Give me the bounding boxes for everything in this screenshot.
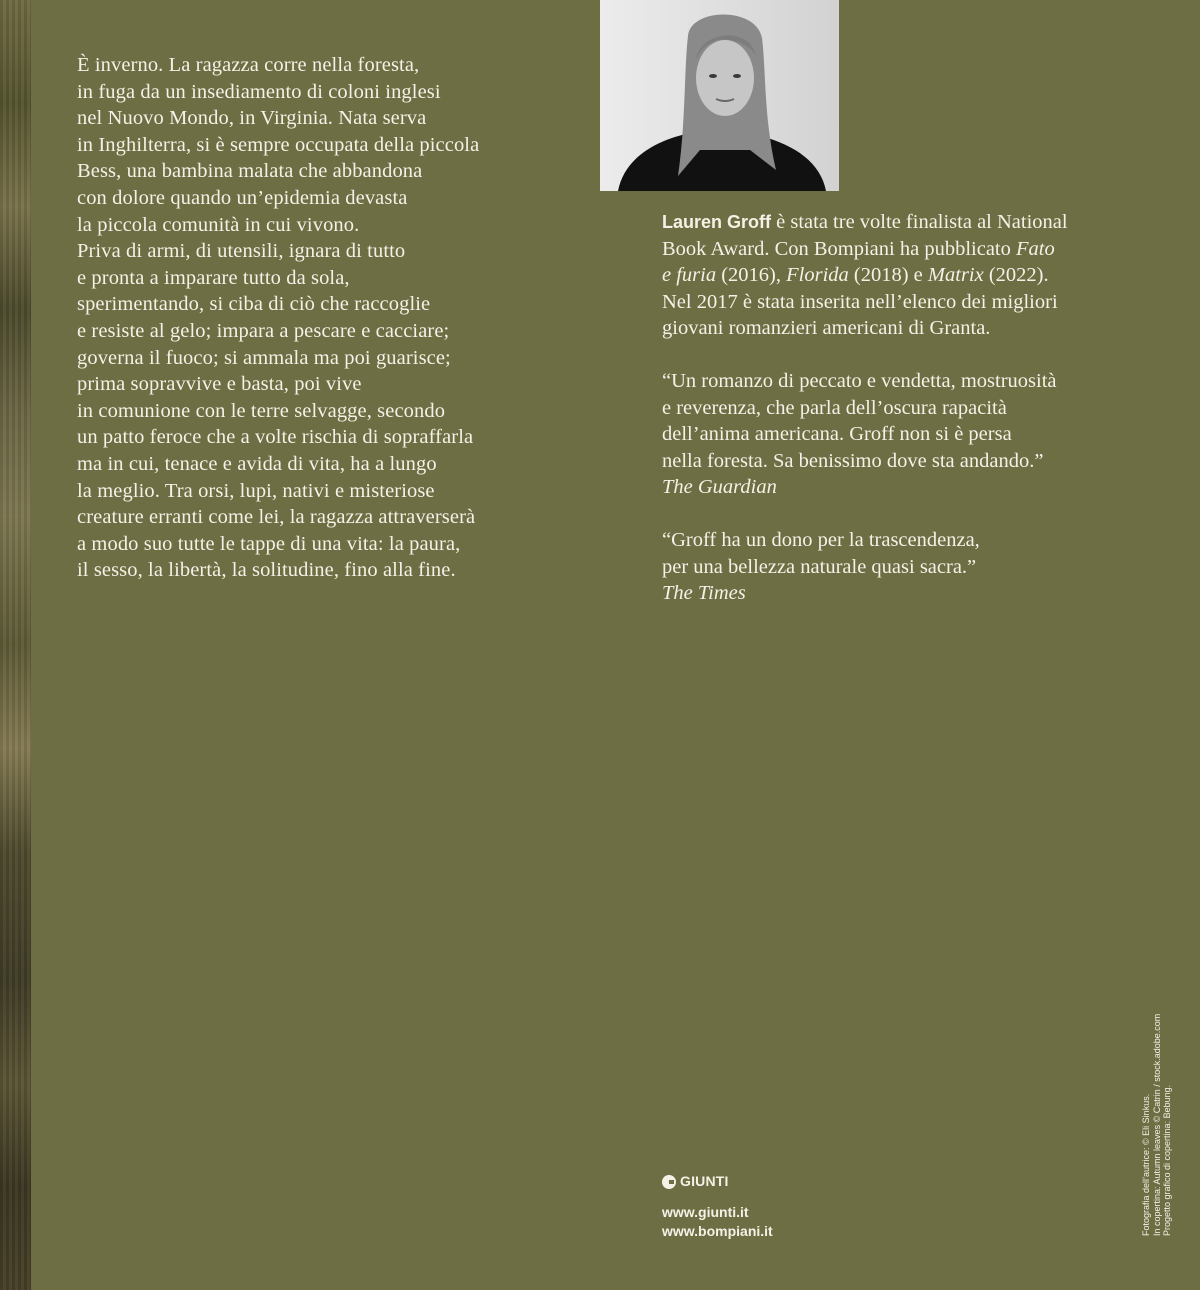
credit-line: In copertina: Autumn leaves © Catrin / stock.adobe.com xyxy=(1151,1013,1162,1236)
author-name: Lauren Groff xyxy=(662,212,772,232)
synopsis-line: in Inghilterra, si è sempre occupata della piccola xyxy=(77,133,480,156)
right-column xyxy=(662,209,1142,633)
book-title: e furia xyxy=(662,264,717,287)
synopsis-line: sperimentando, si ciba di ciò che raccoglie xyxy=(77,293,431,316)
synopsis-line: Priva di armi, di utensili, ignara di tutto xyxy=(77,240,406,263)
quote-line: e reverenza, che parla dell’oscura rapacità xyxy=(662,396,1007,419)
synopsis-line: a modo suo tutte le tappe di una vita: la paura, xyxy=(77,532,461,555)
synopsis-line: Bess, una bambina malata che abbandona xyxy=(77,160,423,183)
giunti-logo-icon xyxy=(662,1175,676,1189)
synopsis-line: e resiste al gelo; impara a pescare e cacciare; xyxy=(77,319,450,342)
synopsis-line: in comunione con le terre selvagge, secondo xyxy=(77,399,446,422)
book-title: Fato xyxy=(1016,237,1055,260)
synopsis-line: ma in cui, tenace e avida di vita, ha a lungo xyxy=(77,452,437,475)
publisher-url[interactable]: www.giunti.it xyxy=(662,1204,749,1220)
synopsis-line: il sesso, la libertà, la solitudine, fino alla fine. xyxy=(77,559,456,582)
giunti-logo: GIUNTI xyxy=(662,1172,773,1191)
cover-painting-edge xyxy=(0,0,31,1290)
synopsis-line: prima sopravvive e basta, poi vive xyxy=(77,373,362,396)
quote-source: The Guardian xyxy=(662,476,777,499)
synopsis-line: nel Nuovo Mondo, in Virginia. Nata serva xyxy=(77,107,427,130)
quote-source: The Times xyxy=(662,582,746,605)
quote-line: nella foresta. Sa benissimo dove sta andando.” xyxy=(662,449,1044,472)
synopsis-line: la piccola comunità in cui vivono. xyxy=(77,213,360,236)
quote-line: per una bellezza naturale quasi sacra.” xyxy=(662,555,977,578)
credit-line: Fotografia dell’autrice: © Eli Sinkus. xyxy=(1141,1093,1151,1236)
synopsis-line: con dolore quando un’epidemia devasta xyxy=(77,186,408,209)
synopsis-line: È inverno. La ragazza corre nella foresta, xyxy=(77,54,420,76)
synopsis-line: governa il fuoco; si ammala ma poi guarisce; xyxy=(77,346,451,369)
review-quote xyxy=(662,527,1142,607)
synopsis-line: in fuga da un insediamento di coloni inglesi xyxy=(77,80,441,103)
credit-line: Progetto grafico di copertina: Bebung. xyxy=(1162,1084,1172,1236)
review-quote xyxy=(662,368,1142,501)
publisher-url[interactable]: www.bompiani.it xyxy=(662,1223,773,1239)
author-bio: Lauren Groff è stata tre volte finalista al National Book Award. Con Bompiani ha pubblicato Fato e furia (2016), Florida (2018) e Matrix (2022). Nel 2017 è stata inserita nell’elenco dei migliori giovani romanzieri americani di Granta. xyxy=(662,211,1068,340)
image-credits xyxy=(1141,996,1173,1236)
book-title: Matrix xyxy=(927,264,984,287)
book-title: Florida xyxy=(786,264,849,287)
publisher-footer xyxy=(662,1172,773,1241)
synopsis-text xyxy=(77,52,557,584)
quote-line: dell’anima americana. Groff non si è persa xyxy=(662,423,1012,446)
synopsis-line: la meglio. Tra orsi, lupi, nativi e misteriose xyxy=(77,479,435,502)
quote-line: “Groff ha un dono per la trascendenza, xyxy=(662,528,980,551)
synopsis-line: e pronta a imparare tutto da sola, xyxy=(77,266,350,289)
synopsis-line: creature erranti come lei, la ragazza attraverserà xyxy=(77,506,476,529)
synopsis-line: un patto feroce che a volte rischia di sopraffarla xyxy=(77,426,474,449)
author-photo xyxy=(600,0,839,191)
quote-line: “Un romanzo di peccato e vendetta, mostruosità xyxy=(662,369,1057,392)
